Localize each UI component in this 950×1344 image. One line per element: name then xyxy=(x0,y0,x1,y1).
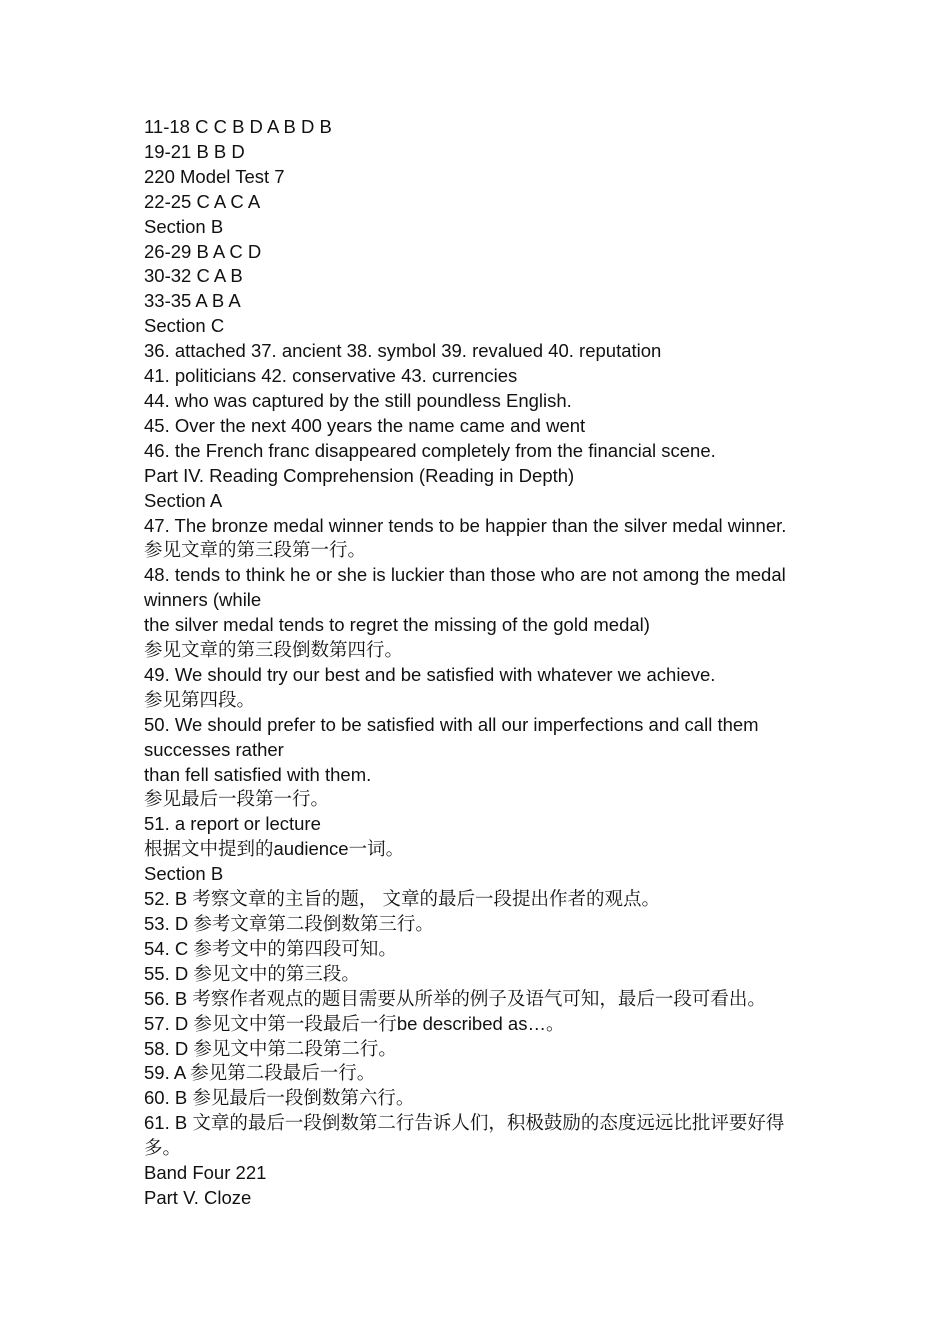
text-line: 220 Model Test 7 xyxy=(144,165,285,187)
text-line: 49. We should try our best and be satisfied with whatever we achieve. xyxy=(144,663,716,685)
text-line: 44. who was captured by the still poundless English. xyxy=(144,389,572,411)
text-line: 30-32 C A B xyxy=(144,265,243,287)
text-line: winners (while xyxy=(144,589,262,611)
text-line: 参见最后一段第一行。 xyxy=(144,788,330,810)
text-line: 59. A 参见第二段最后一行。 xyxy=(144,1062,376,1084)
text-line: 根据文中提到的audience一词。 xyxy=(144,838,405,860)
text-line: 参见文章的第三段倒数第四行。 xyxy=(144,639,404,661)
text-line: 54. C 参考文中的第四段可知。 xyxy=(144,937,397,959)
text-line: 41. politicians 42. conservative 43. currencies xyxy=(144,365,518,387)
part-heading: Part IV. Reading Comprehension (Reading in Depth) xyxy=(144,464,575,486)
text-line: 53. D 参考文章第二段倒数第三行。 xyxy=(144,913,434,934)
section-heading: Section B xyxy=(144,215,224,237)
text-line: 多。 xyxy=(144,1137,182,1159)
section-heading: Section C xyxy=(144,315,225,337)
text-line: 58. D 参见文中第二段第二行。 xyxy=(144,1037,397,1059)
text-line: 26-29 B A C D xyxy=(144,240,262,262)
text-line: 50. We should prefer to be satisfied with all our imperfections and call them xyxy=(144,713,759,735)
page-footer-label: Band Four 221 xyxy=(144,1162,267,1184)
section-heading: Section B xyxy=(144,863,224,885)
text-line: the silver medal tends to regret the missing of the gold medal) xyxy=(144,614,650,636)
text-line: 参见第四段。 xyxy=(144,688,256,710)
answer-key-text xyxy=(144,115,816,1211)
text-line: 19-21 B B D xyxy=(144,140,245,162)
text-line: than fell satisfied with them. xyxy=(144,763,372,785)
text-line: 48. tends to think he or she is luckier than those who are not among the medal xyxy=(144,564,786,586)
text-line: 51. a report or lecture xyxy=(144,813,321,835)
text-line: 47. The bronze medal winner tends to be happier than the silver medal winner. xyxy=(144,514,787,536)
text-line: 22-25 C A C A xyxy=(144,190,261,212)
section-heading: Section A xyxy=(144,489,223,511)
text-line: 55. D 参见文中的第三段。 xyxy=(144,962,360,984)
text-line: 45. Over the next 400 years the name came and went xyxy=(144,414,586,436)
text-line: 52. B 考察文章的主旨的题， 文章的最后一段提出作者的观点。 xyxy=(144,888,660,910)
text-line: 57. D 参见文中第一段最后一行be described as…。 xyxy=(144,1012,565,1034)
text-line: 61. B 文章的最后一段倒数第二行告诉人们，积极鼓励的态度远远比批评要好得 xyxy=(144,1112,785,1134)
part-heading: Part V. Cloze xyxy=(144,1186,252,1208)
text-line: successes rather xyxy=(144,738,284,760)
text-line: 33-35 A B A xyxy=(144,290,241,312)
text-line: 11-18 C C B D A B D B xyxy=(144,116,332,137)
text-line: 36. attached 37. ancient 38. symbol 39. revalued 40. reputation xyxy=(144,340,662,362)
text-line: 参见文章的第三段第一行。 xyxy=(144,539,367,561)
text-line: 60. B 参见最后一段倒数第六行。 xyxy=(144,1087,415,1109)
text-line: 56. B 考察作者观点的题目需要从所举的例子及语气可知，最后一段可看出。 xyxy=(144,987,766,1009)
text-line: 46. the French franc disappeared completely from the financial scene. xyxy=(144,439,716,461)
